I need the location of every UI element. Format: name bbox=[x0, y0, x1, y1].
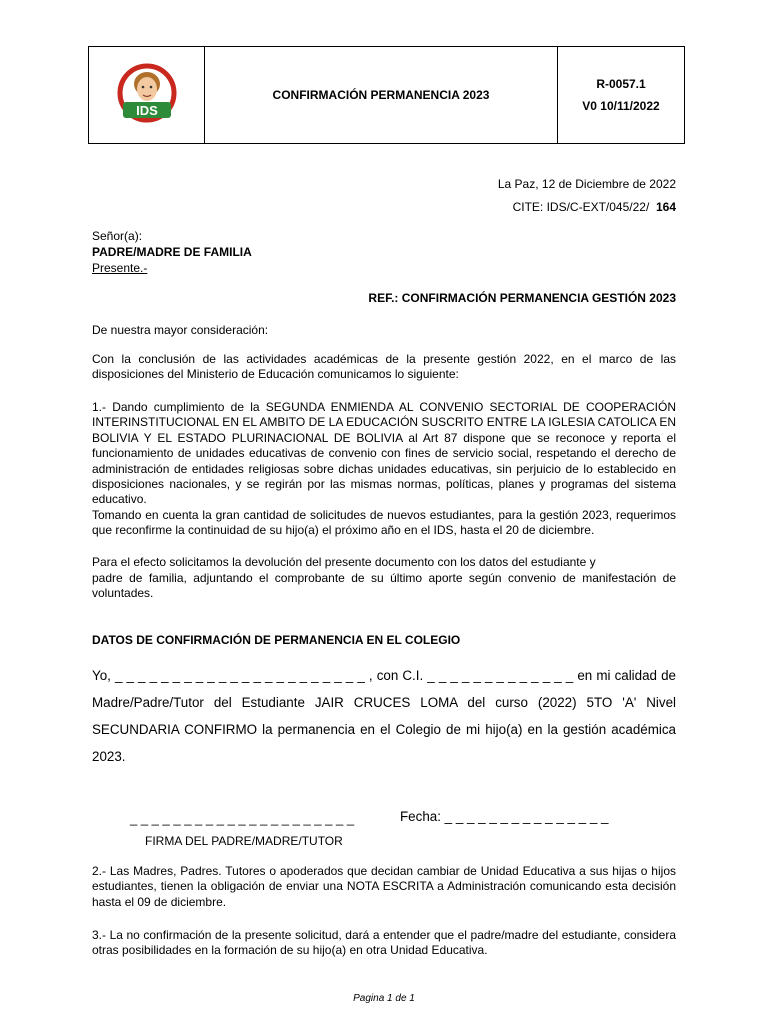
point-1-return-line: Para el efecto solicitamos la devolución del presente documento con los datos del estudiante y bbox=[92, 555, 596, 569]
signature-label: FIRMA DEL PADRE/MADRE/TUTOR bbox=[145, 834, 343, 848]
document-code-cell bbox=[558, 47, 684, 143]
cite-number: 164 bbox=[655, 200, 676, 214]
confirmation-body: Yo, _ _ _ _ _ _ _ _ _ _ _ _ _ _ _ _ _ _ _ _ _ _ , con C.I. _ _ _ _ _ _ _ _ _ _ _ _ _ en mi calidad de Madre/Padre/Tutor del Estudiante JAIR CRUCES LOMA del curso (2022) 5TO 'A' Nivel SECUNDARIA CONFIRMO la permanencia en el Colegio de mi hijo(a) en la gestión académica 2023. bbox=[92, 668, 676, 764]
document-code: R-0057.1 bbox=[596, 77, 646, 91]
cite-line bbox=[400, 200, 676, 215]
logo-text: IDS bbox=[135, 103, 158, 118]
greeting: De nuestra mayor consideración: bbox=[92, 323, 269, 337]
document-header bbox=[88, 46, 685, 144]
cite-prefix: CITE: IDS/C-EXT/045/22/ bbox=[512, 200, 650, 214]
point-1-paragraph: 1.- Dando cumplimiento de la SEGUNDA ENMIENDA AL CONVENIO SECTORIAL DE COOPERACIÓN INTERINSTITUCIONAL EN EL AMBITO DE LA EDUCACIÓN SUSCRITO ENTRE LA IGLESIA CATOLICA EN BOLIVIA Y EL ESTADO PLURINACIONAL DE BOLIVIA al Art 87 dispone que se reconoce y reporta el funcionamiento de unidades educativas de convenio con fines de servicio social, respetando el derecho de administración de entidades religiosas sobre dichas unidades educativas, sin perjuicio de lo establecido en disposiciones nacionales, y se regirán por las mismas normas, políticas, planes y programas del sistema educativo. bbox=[92, 400, 676, 507]
point-1-attach-paragraph: padre de familia, adjuntando el comprobante de su último aporte según convenio de manifestación de voluntades. bbox=[92, 571, 676, 601]
point-1-request-paragraph: Tomando en cuenta la gran cantidad de solicitudes de nuevos estudiantes, para la gestión 2023, requerimos que reconfirme la continuidad de su hijo(a) el próximo año en el IDS, hasta el 20 de diciembre. bbox=[92, 508, 676, 538]
present-label: Presente.- bbox=[92, 261, 148, 275]
salutation: Señor(a): bbox=[92, 229, 143, 243]
point-3-paragraph: 3.- La no confirmación de la presente solicitud, dará a entender que el padre/madre del estudiante, considera otras posibilidades en la formación de su hijo(a) en otra Unidad Educativa. bbox=[92, 928, 676, 958]
date-field: Fecha: _ _ _ _ _ _ _ _ _ _ _ _ _ _ _ bbox=[400, 809, 609, 824]
point-2-paragraph: 2.- Las Madres, Padres. Tutores o apoderados que decidan cambiar de Unidad Educativa a sus hijas o hijos estudiantes, tienen la obligación de enviar una NOTA ESCRITA a Administración comunicando esta decisión hasta el 09 de diciembre. bbox=[92, 864, 676, 909]
page-number: Pagina 1 de 1 bbox=[353, 993, 415, 1004]
document-version: V0 10/11/2022 bbox=[582, 99, 660, 113]
signature-line: _ _ _ _ _ _ _ _ _ _ _ _ _ _ _ _ _ _ _ _ _ bbox=[130, 811, 355, 826]
confirmation-heading: DATOS DE CONFIRMACIÓN DE PERMANENCIA EN EL COLEGIO bbox=[92, 633, 461, 647]
intro-paragraph: Con la conclusión de las actividades académicas de la presente gestión 2022, en el marco de las disposiciones del Ministerio de Educación comunicamos lo siguiente: bbox=[92, 352, 676, 382]
logo-cell bbox=[89, 47, 205, 143]
ids-logo bbox=[111, 62, 183, 128]
reference-line: REF.: CONFIRMACIÓN PERMANENCIA GESTIÓN 2023 bbox=[368, 291, 676, 305]
place-date: La Paz, 12 de Diciembre de 2022 bbox=[497, 177, 676, 191]
recipient: PADRE/MADRE DE FAMILIA bbox=[92, 245, 252, 259]
document-title: CONFIRMACIÓN PERMANENCIA 2023 bbox=[205, 47, 558, 143]
